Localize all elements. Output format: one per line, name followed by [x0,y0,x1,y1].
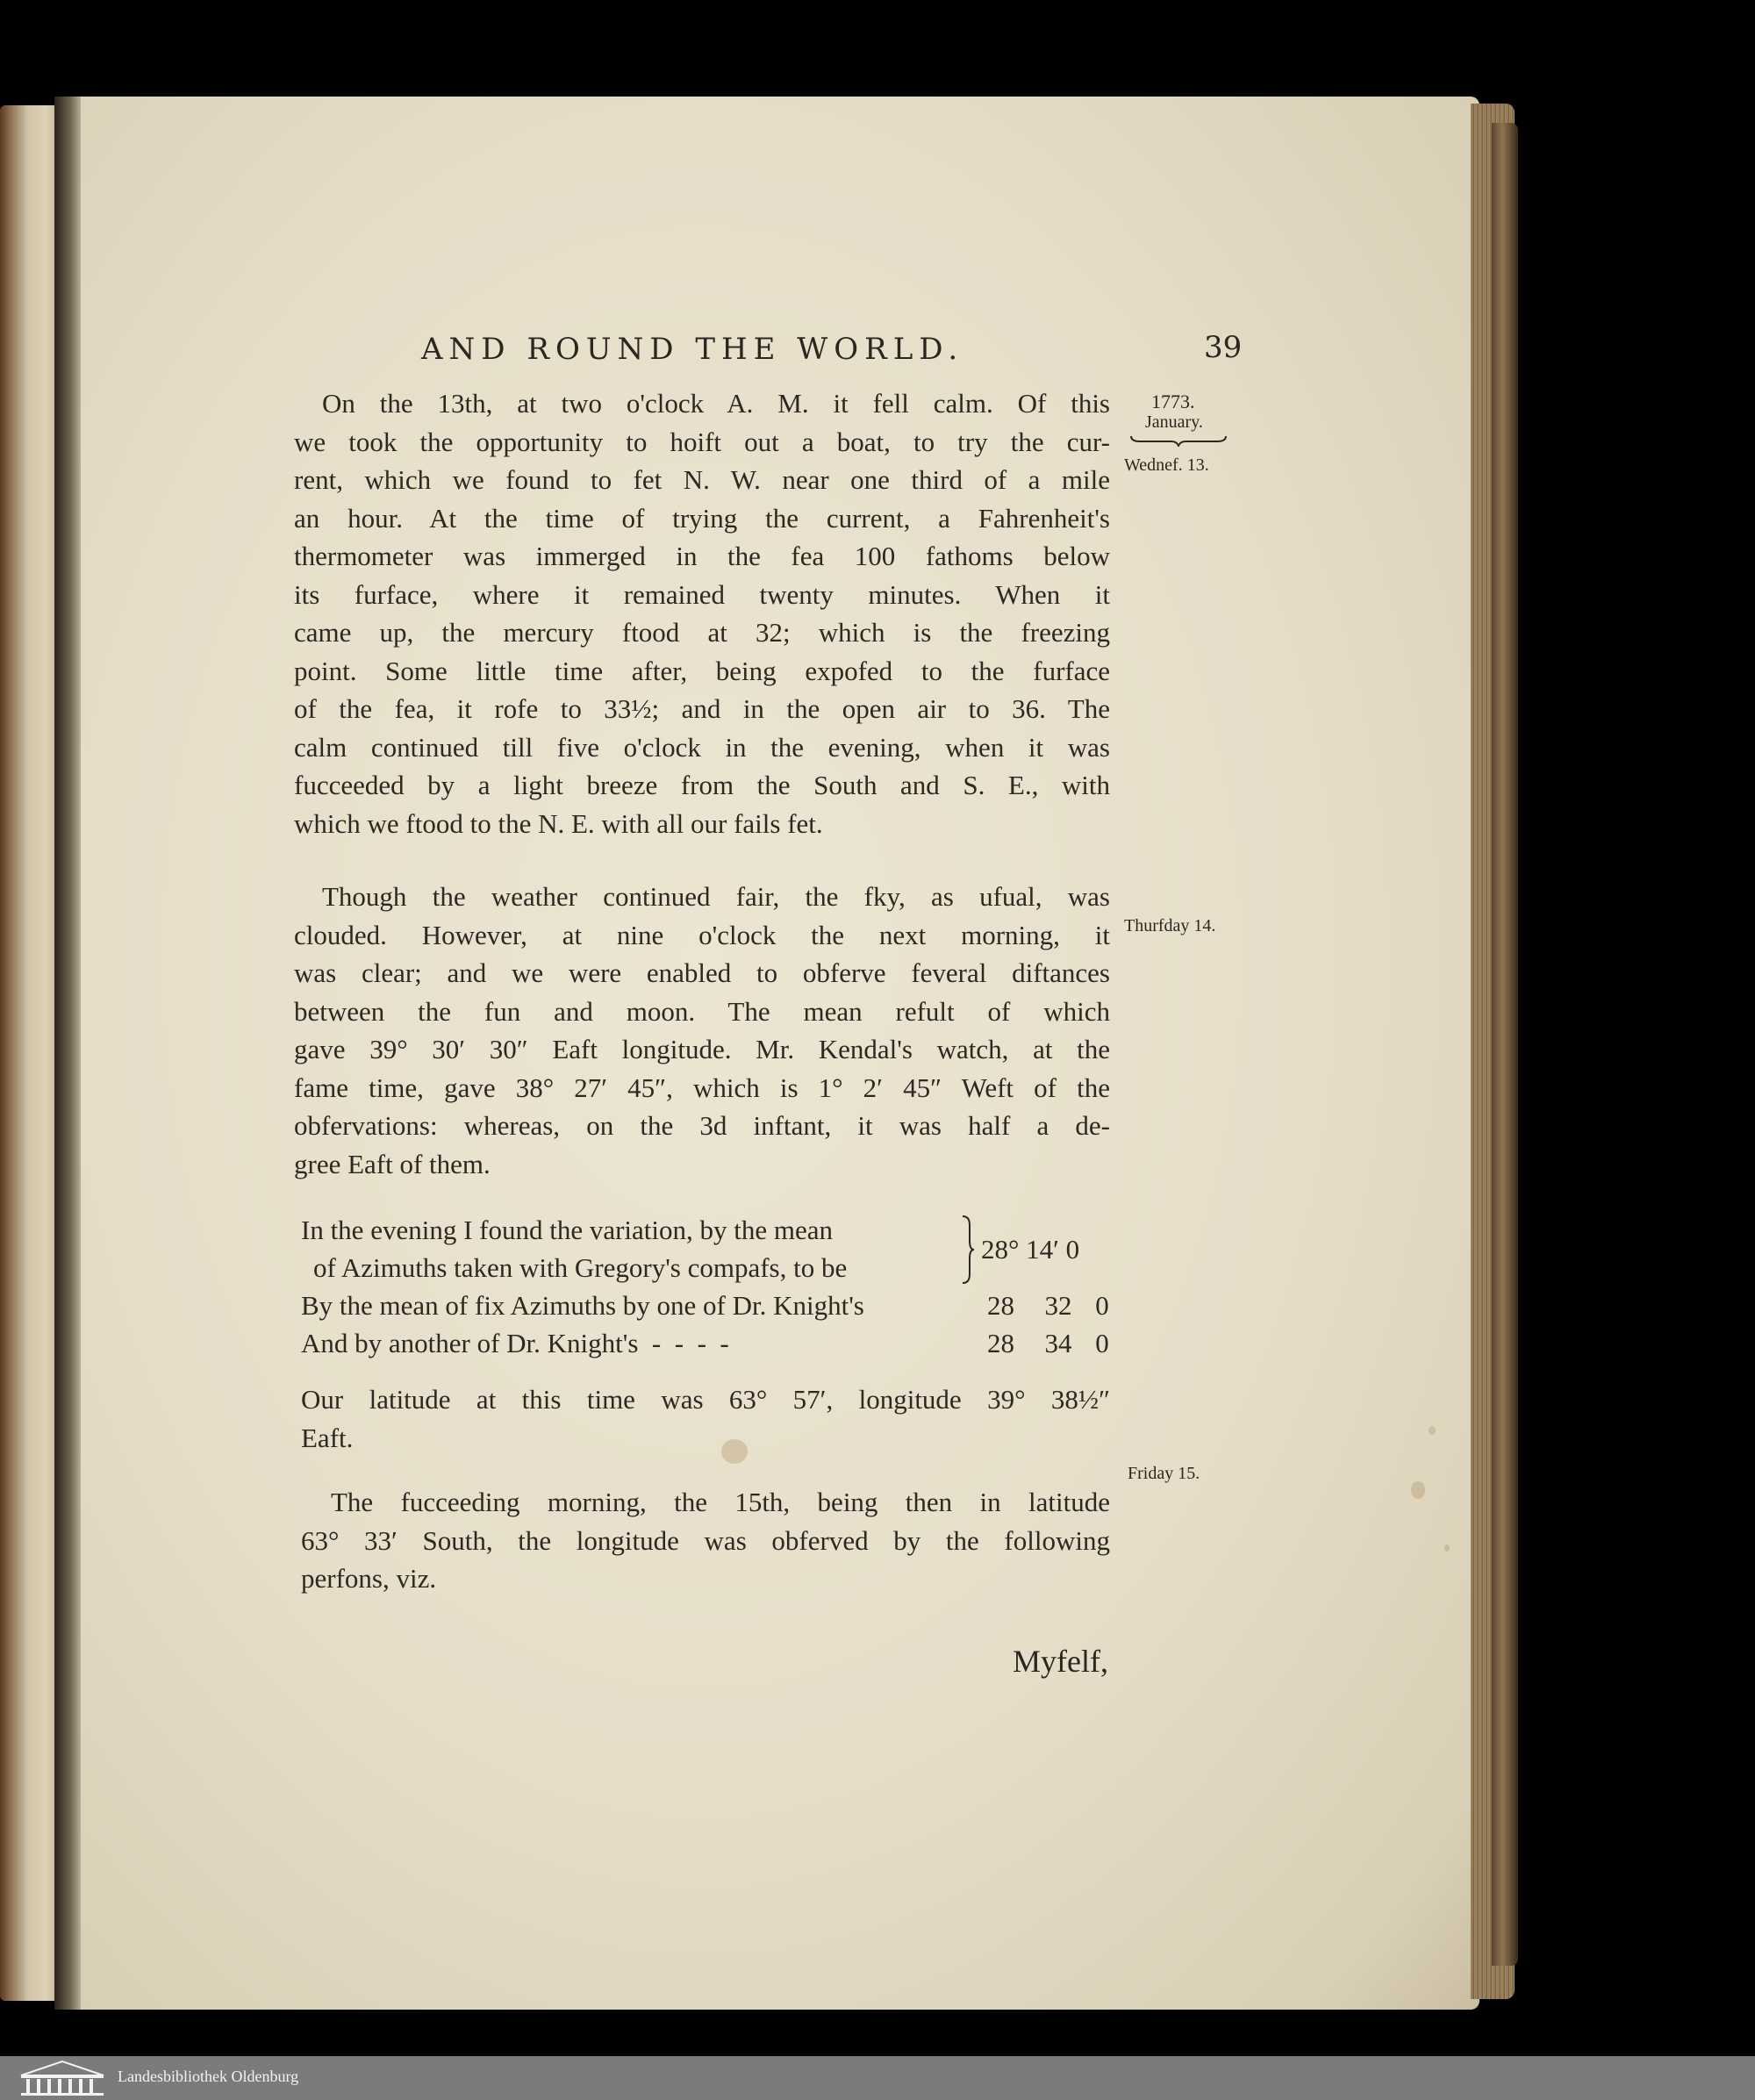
library-building-icon [18,2060,107,2096]
variation-minutes: 34 [1044,1328,1072,1358]
margin-date-thursday: Thurfday 14. [1124,916,1216,935]
paragraph-15th [301,1483,1110,1598]
text-line: Though the weather continued fair, the fky, as ufual, was [322,881,1110,912]
left-page-edge [0,105,61,2001]
variation-row [301,1324,1108,1362]
foxing-spot [1444,1545,1450,1552]
text-line: Eaft. [301,1422,354,1453]
variation-row [301,1287,1108,1324]
variation-seconds: 0 [1095,1290,1109,1321]
text-line: thermometer was immerged in the fea 100 fathoms below [294,541,1110,571]
text-line: came up, the mercury ftood at 32; which is the freezing [294,617,1110,648]
variation-description: of Azimuths taken with Gregory's compafs, to be [313,1252,848,1283]
text-line: On the 13th, at two o'clock A. M. it fell calm. Of this [322,388,1110,419]
text-line: gave 39° 30′ 30″ Eaft longitude. Mr. Kendal's watch, at the [294,1034,1110,1064]
margin-brace-icon [1129,434,1228,447]
variation-description: And by another of Dr. Knight's - - - - [301,1328,729,1358]
foxing-spot [1411,1481,1425,1499]
foxing-spot [1429,1426,1436,1435]
variation-minutes: 32 [1044,1290,1072,1321]
variation-row [301,1211,1108,1265]
margin-month: January. [1145,412,1203,432]
margin-year: 1773. [1151,391,1195,412]
text-line: obfervations: whereas, on the 3d inftant, it was half a de- [294,1110,1110,1141]
text-line: between the fun and moon. The mean refult of which [294,995,1110,1027]
text-line: was clear; and we were enabled to obferve feveral diftances [294,957,1110,988]
variation-row [301,1249,1108,1287]
text-line: gree Eaft of them. [294,1148,491,1179]
running-head: AND ROUND THE WORLD. [421,332,964,367]
library-name: Landesbibliothek Oldenburg [118,2068,299,2085]
variation-degrees: 28 [987,1328,1014,1358]
margin-date-friday: Friday 15. [1128,1464,1200,1483]
variation-description: By the mean of fix Azimuths by one of Dr. Knight's [301,1290,864,1321]
text-line: Our latitude at this time was 63° 57′, longitude 39° 38½″ [301,1384,1110,1415]
text-line: fame time, gave 38° 27′ 45″, which is 1° 2′ 45″ Weft of the [294,1072,1110,1103]
text-line: point. Some little time after, being expofed to the furface [294,655,1110,686]
variation-description: In the evening I found the variation, by the mean [301,1215,834,1245]
paragraph-14th [294,878,1110,1183]
text-line: an hour. At the time of trying the current, a Fahrenheit's [294,502,1110,534]
text-line: which we ftood to the N. E. with all our fails fet. [294,807,823,839]
text-line: The fucceeding morning, the 15th, being then in latitude [331,1487,1110,1517]
text-line: of the fea, it rofe to 33½; and in the open air to 36. The [294,693,1110,724]
text-line: clouded. However, at nine o'clock the next morning, it [294,919,1110,950]
paragraph-latitude [301,1380,1110,1457]
page-number: 39 [1204,330,1243,365]
variation-degrees: 28 [987,1290,1014,1321]
text-line: we took the opportunity to hoift out a boat, to try the cur- [294,426,1110,457]
text-line: calm continued till five o'clock in the evening, when it was [294,731,1110,763]
variation-table [301,1211,1108,1362]
text-line: fucceeded by a light breeze from the South and S. E., with [294,770,1110,800]
page-edge-shadow [1492,123,1518,1966]
book-gutter [54,97,81,2010]
margin-date-wednesday: Wednef. 13. [1124,455,1209,475]
text-line: its furface, where it remained twenty minutes. When it [294,578,1110,610]
catchword: Myfelf, [1013,1644,1108,1679]
variation-seconds: 0 [1095,1328,1109,1358]
paragraph-13th [294,384,1110,842]
text-line: rent, which we found to fet N. W. near one third of a mile [294,464,1110,495]
variation-value: 28° 14′ 0 [981,1234,1080,1265]
text-line: perfons, viz. [301,1563,437,1594]
text-line: 63° 33′ South, the longitude was obferved by the following [301,1524,1110,1556]
